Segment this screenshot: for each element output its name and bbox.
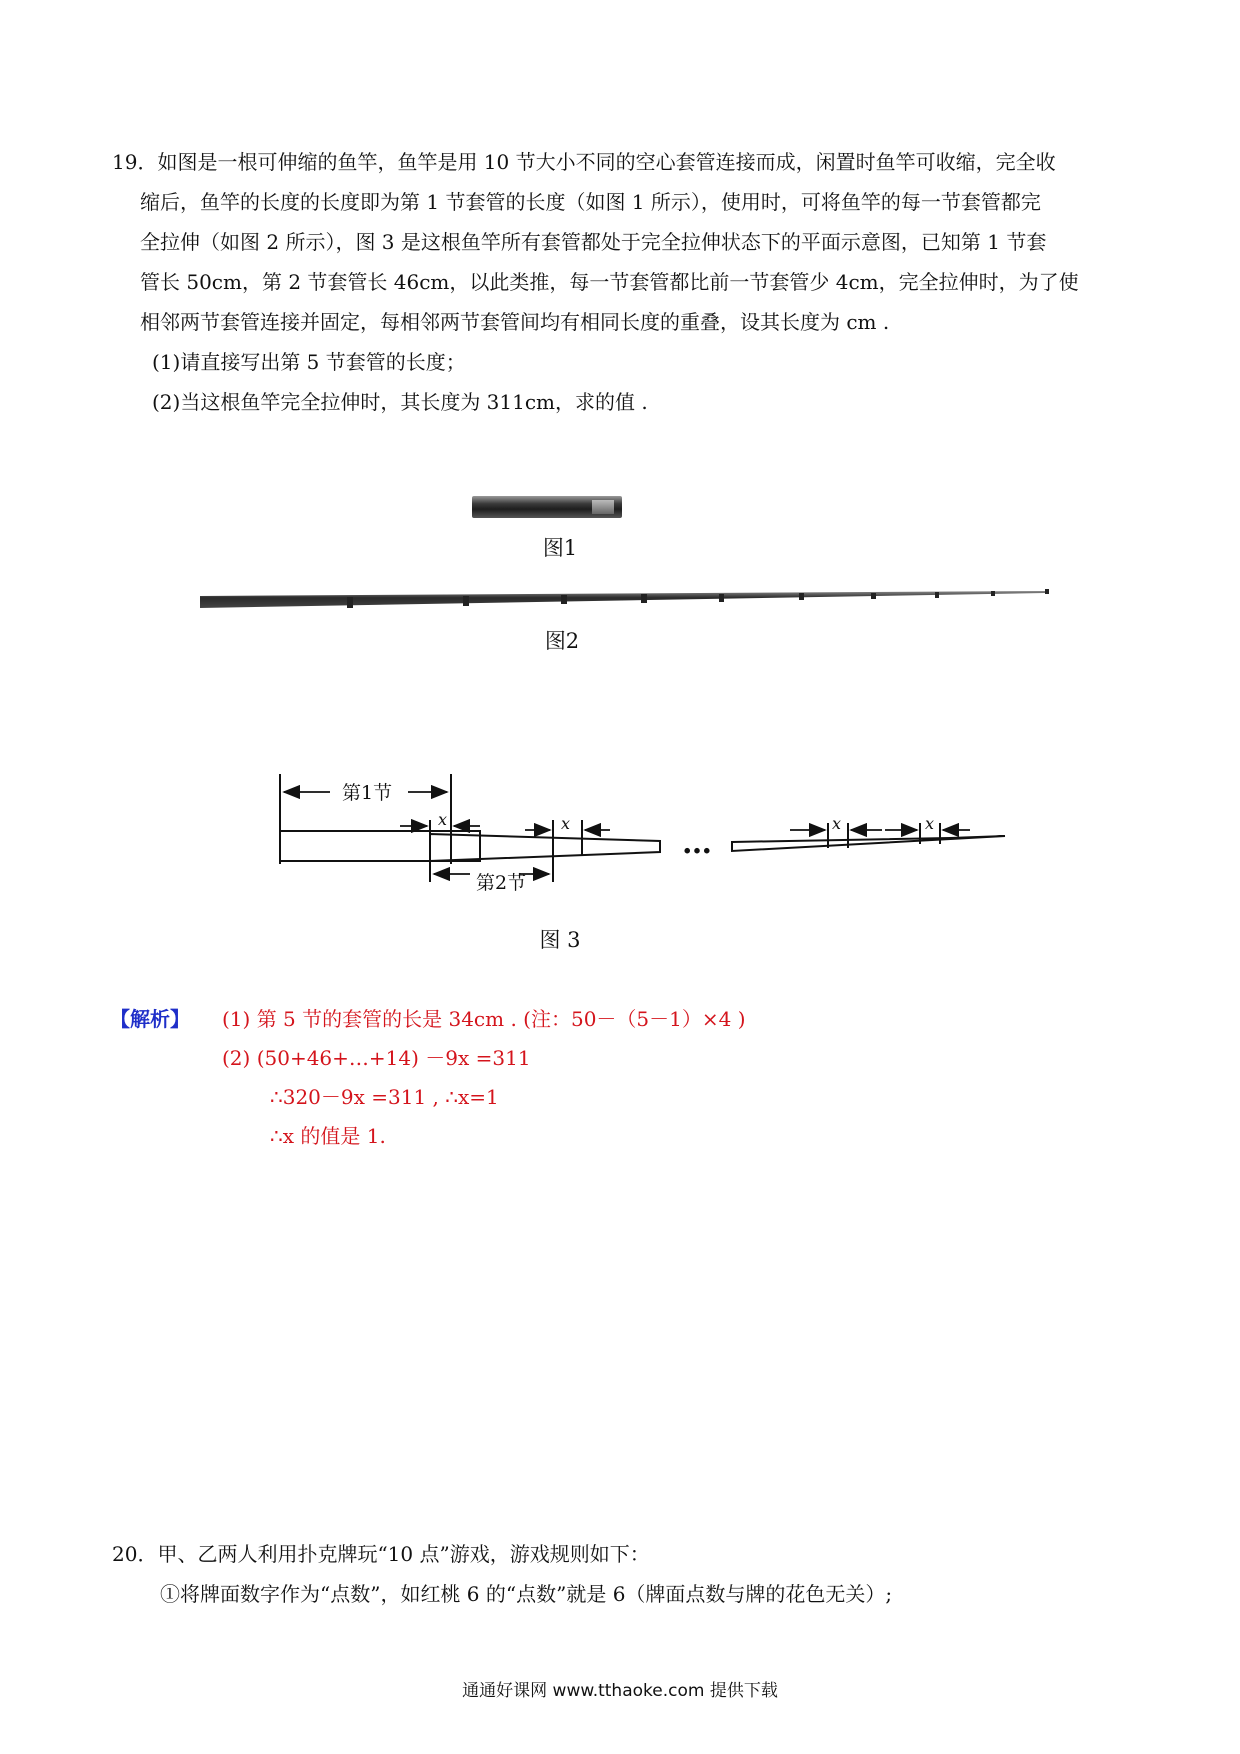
analysis-tag: 【解析】 (110, 1007, 190, 1031)
q19-line-1: 19．如图是一根可伸缩的鱼竿，鱼竿是用 10 节大小不同的空心套管连接而成，闲置时鱼竿可收缩，完全收 (112, 150, 1056, 174)
q19-sub-question-2: (2)当这根鱼竿完全拉伸时，其长度为 311cm，求的值 . (152, 390, 648, 414)
q20-line-2: ①将牌面数字作为“点数”，如红桃 6 的“点数”就是 6（牌面点数与牌的花色无关）; (160, 1582, 893, 1606)
figure-3-ellipsis: … (682, 826, 714, 861)
page-footer: 通通好课网 www.tthaoke.com 提供下载 (462, 1681, 778, 1701)
q19-line-5: 相邻两节套管连接并固定，每相邻两节套管间均有相同长度的重叠，设其长度为 cm . (140, 310, 890, 334)
figure-2-extended-rod (195, 586, 1055, 616)
analysis-line-4: ∴x 的值是 1. (270, 1124, 386, 1148)
figure-2-caption: 图2 (544, 629, 580, 653)
analysis-line-3: ∴320－9x =311 , ∴x=1 (270, 1085, 499, 1109)
figure-3-x-label-2: x (561, 814, 571, 833)
figure-3-caption: 图 3 (539, 928, 581, 952)
q19-line-3: 全拉伸（如图 2 所示），图 3 是这根鱼竿所有套管都处于完全拉伸状态下的平面示意图，已知第 1 节套 (140, 230, 1047, 254)
analysis-line-1: (1) 第 5 节的套管的长是 34cm . (注：50－（5－1）×4 ) (222, 1007, 746, 1031)
figure-3-label-section-1: 第1节 (342, 782, 393, 804)
figure-3-x-label-3: x (832, 814, 842, 833)
figure-3-x-label-1: x (438, 810, 448, 829)
q20-line-1: 20．甲、乙两人利用扑克牌玩“10 点”游戏，游戏规则如下： (112, 1542, 650, 1566)
q19-line-2: 缩后，鱼竿的长度的长度即为第 1 节套管的长度（如图 1 所示），使用时，可将鱼竿的每一节套管都完 (140, 190, 1041, 214)
figure-1-caption: 图1 (542, 536, 578, 560)
q19-sub-question-1: (1)请直接写出第 5 节套管的长度； (152, 350, 466, 374)
figure-1-collapsed-rod (472, 496, 622, 518)
q19-line-4: 管长 50cm，第 2 节套管长 46cm，以此类推，每一节套管都比前一节套管少 4cm，完全拉伸时，为了使 (140, 270, 1079, 294)
analysis-line-2: (2) (50+46+…+14) －9x =311 (222, 1046, 531, 1070)
figure-3-x-label-4: x (925, 814, 935, 833)
figure-3-label-section-2: 第2节 (476, 872, 527, 894)
